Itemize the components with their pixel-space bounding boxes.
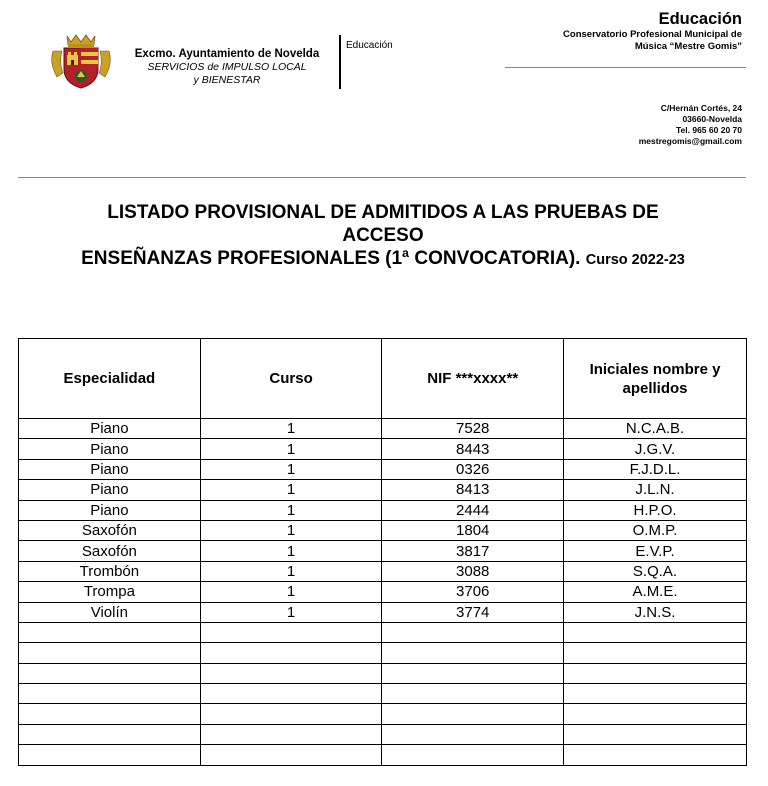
cell-nif: 8443: [382, 439, 564, 459]
cell-nif: 3706: [382, 582, 564, 602]
cell-course: [200, 745, 382, 765]
cell-course: [200, 684, 382, 704]
cell-specialty: Piano: [19, 500, 201, 520]
table-body: [19, 419, 747, 766]
table-row: [19, 663, 747, 683]
address-street: C/Hernán Cortés, 24: [660, 103, 742, 113]
cell-course: 1: [200, 561, 382, 581]
table-row: [19, 520, 747, 540]
cell-specialty: Violín: [19, 602, 201, 622]
cell-initials: [564, 684, 747, 704]
cell-nif: 3817: [382, 541, 564, 561]
cell-specialty: Trombón: [19, 561, 201, 581]
cell-nif: [382, 724, 564, 744]
title-line-3: ENSEÑANZAS PROFESIONALES (1ª CONVOCATORIA).: [81, 248, 581, 269]
cell-course: [200, 643, 382, 663]
department-title: Educación: [658, 10, 742, 28]
cell-initials: [564, 745, 747, 765]
cell-nif: 1804: [382, 520, 564, 540]
cell-specialty: Saxofón: [19, 520, 201, 540]
cell-nif: 0326: [382, 459, 564, 479]
cell-nif: [382, 622, 564, 642]
cell-course: [200, 724, 382, 744]
cell-course: 1: [200, 520, 382, 540]
table-row: [19, 643, 747, 663]
cell-nif: [382, 704, 564, 724]
header-initials: [564, 339, 747, 419]
cell-nif: [382, 745, 564, 765]
cell-specialty: Piano: [19, 480, 201, 500]
conservatory-name: [482, 29, 742, 53]
cell-specialty: [19, 622, 201, 642]
cell-course: [200, 622, 382, 642]
page-divider: [18, 177, 746, 178]
cell-initials: [564, 724, 747, 744]
course-year: Curso 2022-23: [585, 252, 685, 268]
address-email: mestregomis@gmail.com: [638, 136, 742, 146]
cell-initials: [564, 663, 747, 683]
cell-initials: [564, 622, 747, 642]
department-label: Educación: [346, 40, 393, 51]
cell-course: 1: [200, 541, 382, 561]
cell-course: 1: [200, 439, 382, 459]
cell-course: 1: [200, 480, 382, 500]
table-row: [19, 541, 747, 561]
cell-initials: F.J.D.L.: [564, 459, 747, 479]
table-row: [19, 684, 747, 704]
conservatory-line-2: Música “Mestre Gomis”: [634, 41, 742, 52]
cell-course: 1: [200, 419, 382, 439]
cell-nif: [382, 684, 564, 704]
table-row: [19, 602, 747, 622]
header-specialty: Especialidad: [19, 339, 201, 419]
table-row: [19, 480, 747, 500]
cell-initials: J.L.N.: [564, 480, 747, 500]
table-row: [19, 459, 747, 479]
cell-nif: 2444: [382, 500, 564, 520]
cell-course: 1: [200, 602, 382, 622]
cell-specialty: Saxofón: [19, 541, 201, 561]
table-row: [19, 704, 747, 724]
cell-initials: N.C.A.B.: [564, 419, 747, 439]
header-rule: [505, 67, 746, 68]
cell-specialty: [19, 684, 201, 704]
cell-specialty: [19, 643, 201, 663]
address-city: 03660-Novelda: [682, 114, 742, 124]
cell-specialty: Piano: [19, 459, 201, 479]
cell-specialty: Piano: [19, 439, 201, 459]
cell-initials: J.G.V.: [564, 439, 747, 459]
cell-course: [200, 704, 382, 724]
table-row: [19, 500, 747, 520]
cell-nif: [382, 663, 564, 683]
document-title: [18, 201, 748, 272]
title-line-1: LISTADO PROVISIONAL DE ADMITIDOS A LAS PRUEBAS DE: [107, 202, 659, 223]
title-line-2: ACCESO: [342, 225, 424, 246]
cell-initials: [564, 704, 747, 724]
cell-initials: S.Q.A.: [564, 561, 747, 581]
table-header-row: [19, 339, 747, 419]
admitted-list-table: [18, 338, 747, 766]
services-line-1: SERVICIOS de IMPULSO LOCAL: [147, 61, 307, 73]
cell-initials: H.P.O.: [564, 500, 747, 520]
cell-nif: 7528: [382, 419, 564, 439]
header-nif: NIF ***xxxx**: [382, 339, 564, 419]
cell-initials: J.N.S.: [564, 602, 747, 622]
cell-specialty: [19, 663, 201, 683]
table-row: [19, 561, 747, 581]
cell-course: 1: [200, 459, 382, 479]
cell-initials: [564, 643, 747, 663]
municipality-name: Excmo. Ayuntamiento de Novelda: [134, 48, 320, 60]
municipality-block: [122, 48, 332, 87]
title-line-3-wrap: [18, 247, 748, 272]
cell-specialty: [19, 724, 201, 744]
cell-specialty: Piano: [19, 419, 201, 439]
cell-nif: 8413: [382, 480, 564, 500]
table-row: [19, 582, 747, 602]
conservatory-line-1: Conservatorio Profesional Municipal de: [563, 29, 742, 40]
cell-nif: 3774: [382, 602, 564, 622]
contact-address: [639, 103, 742, 147]
header-divider: [339, 35, 341, 89]
cell-initials: A.M.E.: [564, 582, 747, 602]
cell-nif: [382, 643, 564, 663]
cell-course: 1: [200, 582, 382, 602]
table-row: [19, 745, 747, 765]
table-row: [19, 419, 747, 439]
table-row: [19, 439, 747, 459]
cell-nif: 3088: [382, 561, 564, 581]
cell-initials: O.M.P.: [564, 520, 747, 540]
cell-specialty: Trompa: [19, 582, 201, 602]
cell-course: [200, 663, 382, 683]
header-course: Curso: [200, 339, 382, 419]
cell-specialty: [19, 704, 201, 724]
header-initials-text: Iniciales nombre y apellidos: [589, 360, 721, 397]
address-phone: Tel. 965 60 20 70: [675, 125, 742, 135]
municipal-coat-of-arms-icon: [47, 33, 115, 89]
services-line-2: y BIENESTAR: [193, 74, 261, 86]
cell-course: 1: [200, 500, 382, 520]
cell-initials: E.V.P.: [564, 541, 747, 561]
table-row: [19, 622, 747, 642]
cell-specialty: [19, 745, 201, 765]
table-row: [19, 724, 747, 744]
